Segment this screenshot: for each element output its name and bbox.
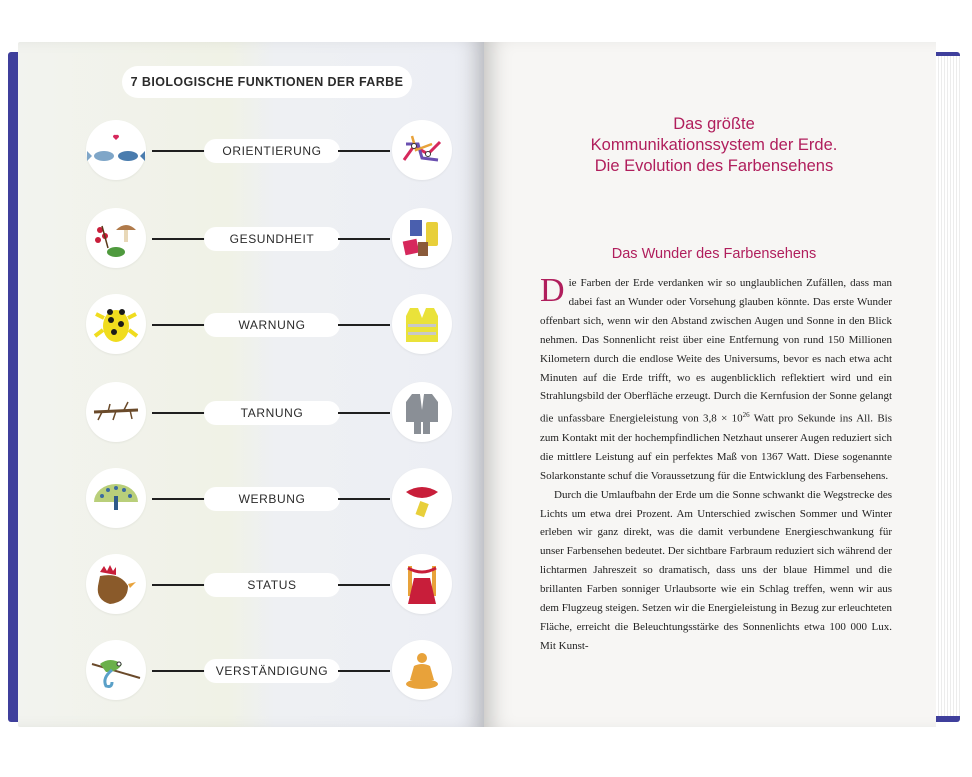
grey-suit-icon bbox=[392, 382, 452, 442]
connector-line bbox=[338, 584, 390, 586]
function-label: STATUS bbox=[204, 573, 340, 597]
safety-vest-icon bbox=[392, 294, 452, 354]
kissing-fish-icon bbox=[86, 120, 146, 180]
connector-line bbox=[152, 412, 208, 414]
paragraph-text: Watt pro Sekunde ins All. Bis zum Kontakt mit der hochempfindlichen Netzhaut unserer Augen reduziert sich die mittlere Leistung auf ein perfektes Maß von 1367 Watt. Diese sogenannte Solarkonstante schuf die Voraussetzung für die Entwicklung des Farbensehens. bbox=[540, 413, 892, 482]
meditating-monk-icon bbox=[392, 640, 452, 700]
lipstick-icon bbox=[392, 468, 452, 528]
paragraph bbox=[540, 274, 892, 486]
connector-line bbox=[152, 324, 208, 326]
connector-line bbox=[338, 150, 390, 152]
connector-line bbox=[152, 498, 208, 500]
chameleon-icon bbox=[86, 640, 146, 700]
infographic-title: 7 BIOLOGISCHE FUNKTIONEN DER FARBE bbox=[122, 66, 412, 98]
connector-line bbox=[338, 238, 390, 240]
berries-mushroom-icon bbox=[86, 208, 146, 268]
function-row-verstaendigung bbox=[18, 640, 484, 704]
chapter-heading-line: Das größte bbox=[673, 115, 755, 133]
poison-frog-icon bbox=[86, 294, 146, 354]
connector-line bbox=[152, 584, 208, 586]
rooster-icon bbox=[86, 554, 146, 614]
function-label: VERSTÄNDIGUNG bbox=[204, 659, 340, 683]
function-row-gesundheit bbox=[18, 208, 484, 272]
body-text bbox=[540, 274, 892, 656]
connector-line bbox=[338, 670, 390, 672]
open-book bbox=[8, 42, 960, 727]
chapter-heading-line: Kommunikationssystem der Erde. bbox=[590, 136, 838, 154]
function-label: WERBUNG bbox=[204, 487, 340, 511]
connector-line bbox=[152, 150, 208, 152]
function-row-tarnung bbox=[18, 382, 484, 446]
function-row-orientierung bbox=[18, 120, 484, 184]
exponent: 26 bbox=[742, 411, 750, 420]
peacock-icon bbox=[86, 468, 146, 528]
right-page bbox=[484, 42, 936, 727]
chapter-heading-line: Die Evolution des Farbensehens bbox=[594, 157, 834, 175]
food-packaging-icon bbox=[392, 208, 452, 268]
paragraph-text: ie Farben der Erde verdanken wir so unglaublichen Zufällen, dass man dabei fast an Wunder oder Vorsehung glauben könnte. Das erste Wunder offenbart sich, wenn wir den Abstand zwischen Augen und Sonne in den Blick nehmen. Das Sonnenlicht reist über eine Entfernung von rund 150 Millionen Kilometern durch die endlose Weite des Universums, bevor es nach etwa acht Minuten auf die Erde trifft, wo es augenblicklich reflektiert wird und ein Strahlungsbild der Oberfläche erzeugt. Durch die Kernfusion der Sonne gelangt die unfassbare Energieleistung von 3,8 × 10 bbox=[540, 277, 892, 425]
connector-line bbox=[338, 412, 390, 414]
function-row-warnung bbox=[18, 294, 484, 358]
connector-line bbox=[338, 324, 390, 326]
connector-line bbox=[338, 498, 390, 500]
function-label: WARNUNG bbox=[204, 313, 340, 337]
paragraph: Durch die Umlaufbahn der Erde um die Sonne schwankt die Wegstrecke des Lichts um etwa drei Prozent. Am Unterschied zwischen Sommer und Winter erleben wir ganz direkt, was die damit verbundene Energieschwankung für unser Farbensehen bedeutet. Der sichtbare Farbraum reduziert sich während der lichtarmen Jahreszeit so dramatisch, dass uns der blaue Himmel und die brillanten Farben sonniger Urlaubsorte wie ein Schlag treffen, wenn wir aus dem Flugzeug steigen. Setzen wir die Energieleistung in Bezug zur erleuchteten Fläche, erreicht die Beleuchtungsstärke des Sonnenlichts etwa 100 000 Lux. Mit Kunst- bbox=[540, 488, 892, 652]
chapter-heading bbox=[554, 114, 874, 177]
function-label: ORIENTIERUNG bbox=[204, 139, 340, 163]
function-label: GESUNDHEIT bbox=[204, 227, 340, 251]
metro-map-icon bbox=[392, 120, 452, 180]
function-row-werbung bbox=[18, 468, 484, 532]
stick-insect-icon bbox=[86, 382, 146, 442]
connector-line bbox=[152, 670, 208, 672]
connector-line bbox=[152, 238, 208, 240]
function-row-status bbox=[18, 554, 484, 618]
function-label: TARNUNG bbox=[204, 401, 340, 425]
drop-cap: D bbox=[540, 272, 565, 309]
left-page bbox=[18, 42, 484, 727]
section-heading: Das Wunder des Farbensehens bbox=[611, 246, 817, 262]
page-edges bbox=[936, 56, 960, 716]
red-carpet-icon bbox=[392, 554, 452, 614]
